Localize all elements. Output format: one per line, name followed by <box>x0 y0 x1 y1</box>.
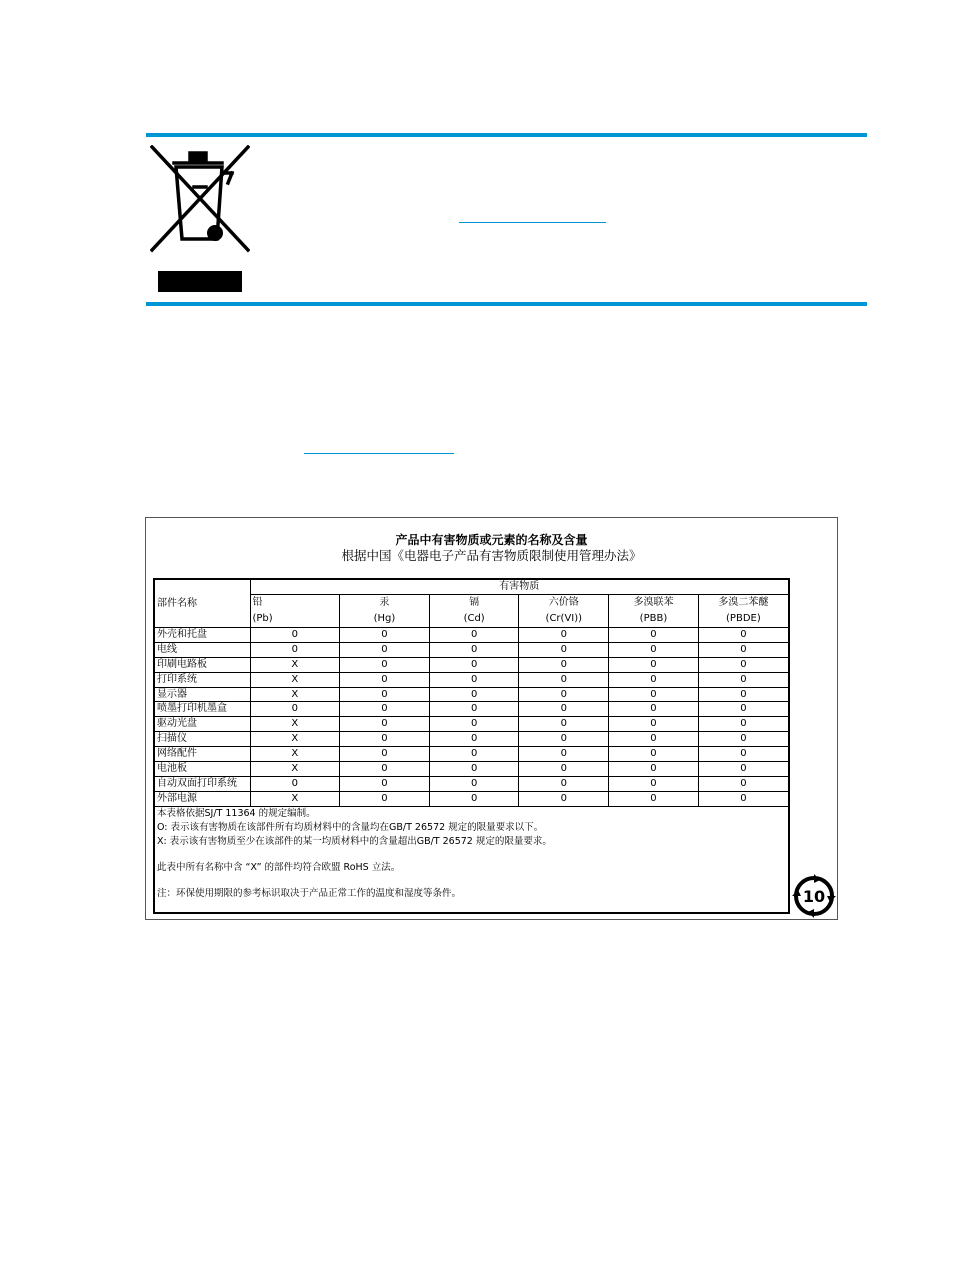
table-row <box>155 747 788 762</box>
part-name-cell: 外部电源 <box>155 791 250 806</box>
substance-value-cell: 0 <box>698 717 788 732</box>
substance-value-cell: 0 <box>698 732 788 747</box>
substance-value-cell: 0 <box>698 702 788 717</box>
substance-value-cell: 0 <box>609 642 699 657</box>
table-row <box>155 687 788 702</box>
substance-value-cell: 0 <box>609 762 699 777</box>
substance-value-cell: 0 <box>698 628 788 643</box>
substance-value-cell: 0 <box>340 762 430 777</box>
substance-symbol-header: (PBB) <box>609 611 699 628</box>
substance-value-cell: 0 <box>340 747 430 762</box>
substance-value-cell: 0 <box>609 628 699 643</box>
substance-value-cell: 0 <box>340 702 430 717</box>
bottom-blue-rule <box>146 302 867 306</box>
substance-symbol-header: (Cd) <box>429 611 519 628</box>
substance-value-cell: 0 <box>609 732 699 747</box>
substance-value-cell: 0 <box>698 687 788 702</box>
top-blue-rule <box>146 133 867 137</box>
link-underline[interactable] <box>459 222 606 223</box>
table-row <box>155 672 788 687</box>
hazardous-substance-table <box>155 580 788 807</box>
substance-value-cell: 0 <box>519 657 609 672</box>
substance-symbol-header: (Pb) <box>250 611 340 628</box>
substance-value-cell: 0 <box>340 657 430 672</box>
substance-name-header: 多溴二苯醚 <box>698 595 788 612</box>
substance-value-cell: 0 <box>429 657 519 672</box>
substance-value-cell: 0 <box>519 672 609 687</box>
substance-value-cell: 0 <box>340 776 430 791</box>
substance-value-cell: 0 <box>250 628 340 643</box>
rohs-table-box <box>153 578 790 914</box>
substance-value-cell: 0 <box>429 642 519 657</box>
substance-value-cell: 0 <box>519 747 609 762</box>
substance-symbol-header: (Hg) <box>340 611 430 628</box>
substance-value-cell: 0 <box>340 717 430 732</box>
note-line: 本表格依据SJ/T 11364 的规定编制。 <box>157 807 316 819</box>
table-row <box>155 717 788 732</box>
note-line: O: 表示该有害物质在该部件所有均质材料中的含量均在GB/T 26572 规定的限量要求以下。 <box>157 821 544 833</box>
substance-value-cell: 0 <box>698 672 788 687</box>
table-notes <box>155 807 788 901</box>
part-name-cell: 电池板 <box>155 762 250 777</box>
environment-friendly-use-period-icon <box>792 874 836 918</box>
substance-symbol-header: (PBDE) <box>698 611 788 628</box>
note-line: 此表中所有名称中含 “X” 的部件均符合欧盟 RoHS 立法。 <box>157 861 401 873</box>
substance-value-cell: 0 <box>429 791 519 806</box>
substance-value-cell: 0 <box>609 702 699 717</box>
substance-value-cell: 0 <box>609 747 699 762</box>
substance-value-cell: X <box>250 672 340 687</box>
substance-value-cell: 0 <box>519 628 609 643</box>
substance-value-cell: 0 <box>429 628 519 643</box>
substance-value-cell: 0 <box>609 776 699 791</box>
table-row <box>155 762 788 777</box>
substance-value-cell: 0 <box>250 776 340 791</box>
substance-value-cell: 0 <box>340 791 430 806</box>
substance-value-cell: X <box>250 657 340 672</box>
part-name-cell: 扫描仪 <box>155 732 250 747</box>
substance-name-header: 多溴联苯 <box>609 595 699 612</box>
table-row <box>155 776 788 791</box>
table-row <box>155 702 788 717</box>
substance-value-cell: X <box>250 791 340 806</box>
substance-value-cell: 0 <box>698 747 788 762</box>
substance-value-cell: 0 <box>609 791 699 806</box>
substance-value-cell: 0 <box>519 732 609 747</box>
substance-value-cell: 0 <box>340 732 430 747</box>
substance-value-cell: 0 <box>698 776 788 791</box>
substance-value-cell: 0 <box>429 672 519 687</box>
table-row <box>155 628 788 643</box>
part-name-cell: 印刷电路板 <box>155 657 250 672</box>
substance-value-cell: X <box>250 747 340 762</box>
crossed-out-wheelie-bin-icon <box>150 145 250 295</box>
substance-value-cell: 0 <box>429 702 519 717</box>
substance-value-cell: 0 <box>698 791 788 806</box>
substance-value-cell: X <box>250 717 340 732</box>
table-row <box>155 732 788 747</box>
substance-value-cell: 0 <box>340 642 430 657</box>
substance-value-cell: 0 <box>698 762 788 777</box>
rohs-title: 产品中有害物质或元素的名称及含量 <box>395 533 588 547</box>
part-name-cell: 喷墨打印机墨盒 <box>155 702 250 717</box>
substance-value-cell: 0 <box>519 776 609 791</box>
substance-name-header: 汞 <box>340 595 430 612</box>
substance-value-cell: 0 <box>698 657 788 672</box>
substance-value-cell: 0 <box>519 762 609 777</box>
substance-value-cell: 0 <box>519 687 609 702</box>
substance-value-cell: 0 <box>429 776 519 791</box>
part-name-header: 部件名称 <box>155 580 250 628</box>
substance-value-cell: 0 <box>340 628 430 643</box>
substance-value-cell: 0 <box>429 762 519 777</box>
substance-value-cell: X <box>250 732 340 747</box>
substance-value-cell: X <box>250 762 340 777</box>
substance-value-cell: 0 <box>429 717 519 732</box>
part-name-cell: 驱动光盘 <box>155 717 250 732</box>
table-row <box>155 657 788 672</box>
part-name-cell: 电线 <box>155 642 250 657</box>
rohs-subtitle: 根据中国《电器电子产品有害物质限制使用管理办法》 <box>341 548 642 563</box>
table-row <box>155 642 788 657</box>
note-line: 注：环保使用期限的参考标识取决于产品正常工作的温度和湿度等条件。 <box>157 887 462 899</box>
rohs-disclosure-figure <box>145 517 838 920</box>
part-name-cell: 网络配件 <box>155 747 250 762</box>
substance-symbol-header: (Cr(VI)) <box>519 611 609 628</box>
substance-value-cell: 0 <box>519 791 609 806</box>
substance-value-cell: 0 <box>429 732 519 747</box>
substance-value-cell: X <box>250 687 340 702</box>
substance-value-cell: 0 <box>340 687 430 702</box>
substance-value-cell: 0 <box>698 642 788 657</box>
part-name-cell: 打印系统 <box>155 672 250 687</box>
substance-value-cell: 0 <box>609 672 699 687</box>
part-name-cell: 自动双面打印系统 <box>155 776 250 791</box>
substance-value-cell: 0 <box>609 687 699 702</box>
substance-name-header: 六价铬 <box>519 595 609 612</box>
substance-value-cell: 0 <box>609 657 699 672</box>
substance-value-cell: 0 <box>250 702 340 717</box>
substance-name-header: 铅 <box>250 595 340 612</box>
table-row <box>155 791 788 806</box>
efup-years: 10 <box>802 887 826 906</box>
substance-value-cell: 0 <box>519 702 609 717</box>
substance-value-cell: 0 <box>519 717 609 732</box>
substance-value-cell: 0 <box>609 717 699 732</box>
substance-value-cell: 0 <box>429 747 519 762</box>
part-name-cell: 显示器 <box>155 687 250 702</box>
substance-value-cell: 0 <box>429 687 519 702</box>
substance-value-cell: 0 <box>519 642 609 657</box>
part-name-cell: 外壳和托盘 <box>155 628 250 643</box>
substance-name-header: 镉 <box>429 595 519 612</box>
link-underline[interactable] <box>304 453 454 454</box>
substance-value-cell: 0 <box>250 642 340 657</box>
substance-value-cell: 0 <box>340 672 430 687</box>
substances-header: 有害物质 <box>250 580 788 595</box>
note-line: X: 表示该有害物质至少在该部件的某一均质材料中的含量超出GB/T 26572 规定的限量要求。 <box>157 835 552 847</box>
